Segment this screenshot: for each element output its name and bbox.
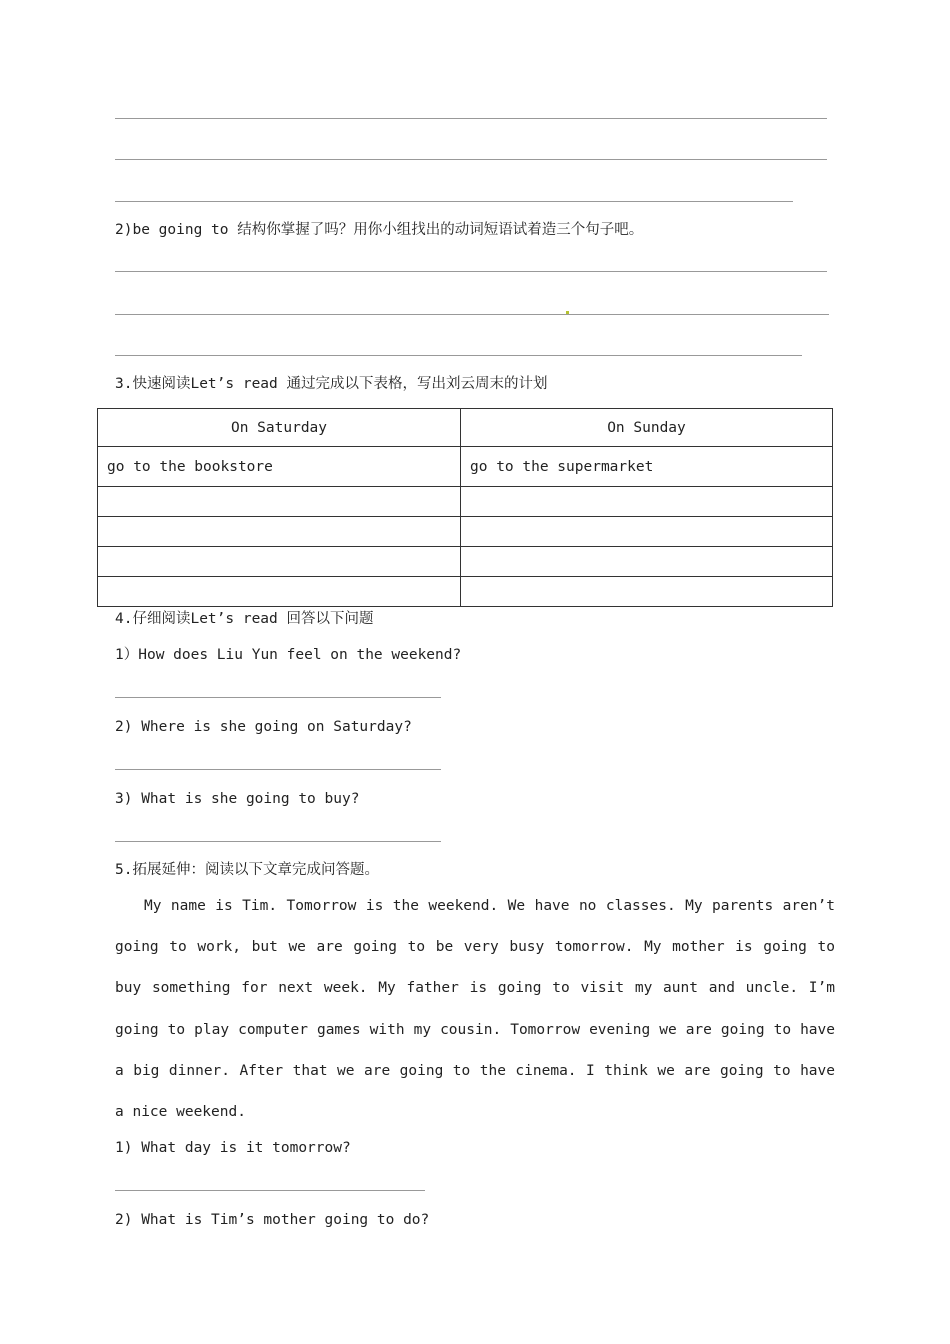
header-sunday: On Sunday	[461, 409, 833, 447]
section-4-title: 4.仔细阅读Let’s read 回答以下问题	[115, 611, 374, 627]
answer-line[interactable]	[115, 841, 441, 842]
reading-passage	[115, 886, 835, 1133]
answer-line[interactable]	[115, 159, 827, 160]
answer-line[interactable]	[115, 271, 827, 272]
cell-saturday-1: go to the bookstore	[98, 447, 461, 487]
cell-sunday-2[interactable]	[461, 487, 833, 517]
cell-sunday-4[interactable]	[461, 547, 833, 577]
weekend-plan-table	[97, 408, 833, 607]
cell-saturday-3[interactable]	[98, 517, 461, 547]
speck	[566, 311, 569, 314]
cell-saturday-5[interactable]	[98, 577, 461, 607]
question-4-2: 2) Where is she going on Saturday?	[115, 719, 412, 735]
question-4-1: 1）How does Liu Yun feel on the weekend?	[115, 647, 462, 663]
answer-line[interactable]	[115, 201, 793, 202]
answer-line[interactable]	[115, 355, 802, 356]
question-5-2: 2) What is Tim’s mother going to do?	[115, 1212, 430, 1228]
section-5-title: 5.拓展延伸：阅读以下文章完成问答题。	[115, 862, 379, 878]
answer-line[interactable]	[115, 1190, 425, 1191]
question-2: 2)be going to 结构你掌握了吗？用你小组找出的动词短语试着造三个句子吧。	[115, 222, 644, 238]
answer-line[interactable]	[115, 769, 441, 770]
cell-sunday-3[interactable]	[461, 517, 833, 547]
cell-saturday-2[interactable]	[98, 487, 461, 517]
section-3-title: 3.快速阅读Let’s read 通过完成以下表格，写出刘云周末的计划	[115, 376, 548, 392]
cell-sunday-1: go to the supermarket	[461, 447, 833, 487]
passage-text: My name is Tim. Tomorrow is the weekend. We have no classes. My parents aren’t going to work, but we are going to be very busy tomorrow. My mother is going to buy something for next week. My father is going to visit my aunt and uncle. I’m going to play computer games with my cousin. Tomorrow evening we are going to have a big dinner. After that we are going to the cinema. I think we are going to have a nice weekend.	[115, 898, 835, 1121]
question-5-1: 1) What day is it tomorrow?	[115, 1140, 351, 1156]
cell-sunday-5[interactable]	[461, 577, 833, 607]
header-saturday: On Saturday	[98, 409, 461, 447]
cell-saturday-4[interactable]	[98, 547, 461, 577]
answer-line[interactable]	[115, 697, 441, 698]
answer-line[interactable]	[115, 118, 827, 119]
question-4-3: 3) What is she going to buy?	[115, 791, 360, 807]
answer-line[interactable]	[115, 314, 829, 315]
